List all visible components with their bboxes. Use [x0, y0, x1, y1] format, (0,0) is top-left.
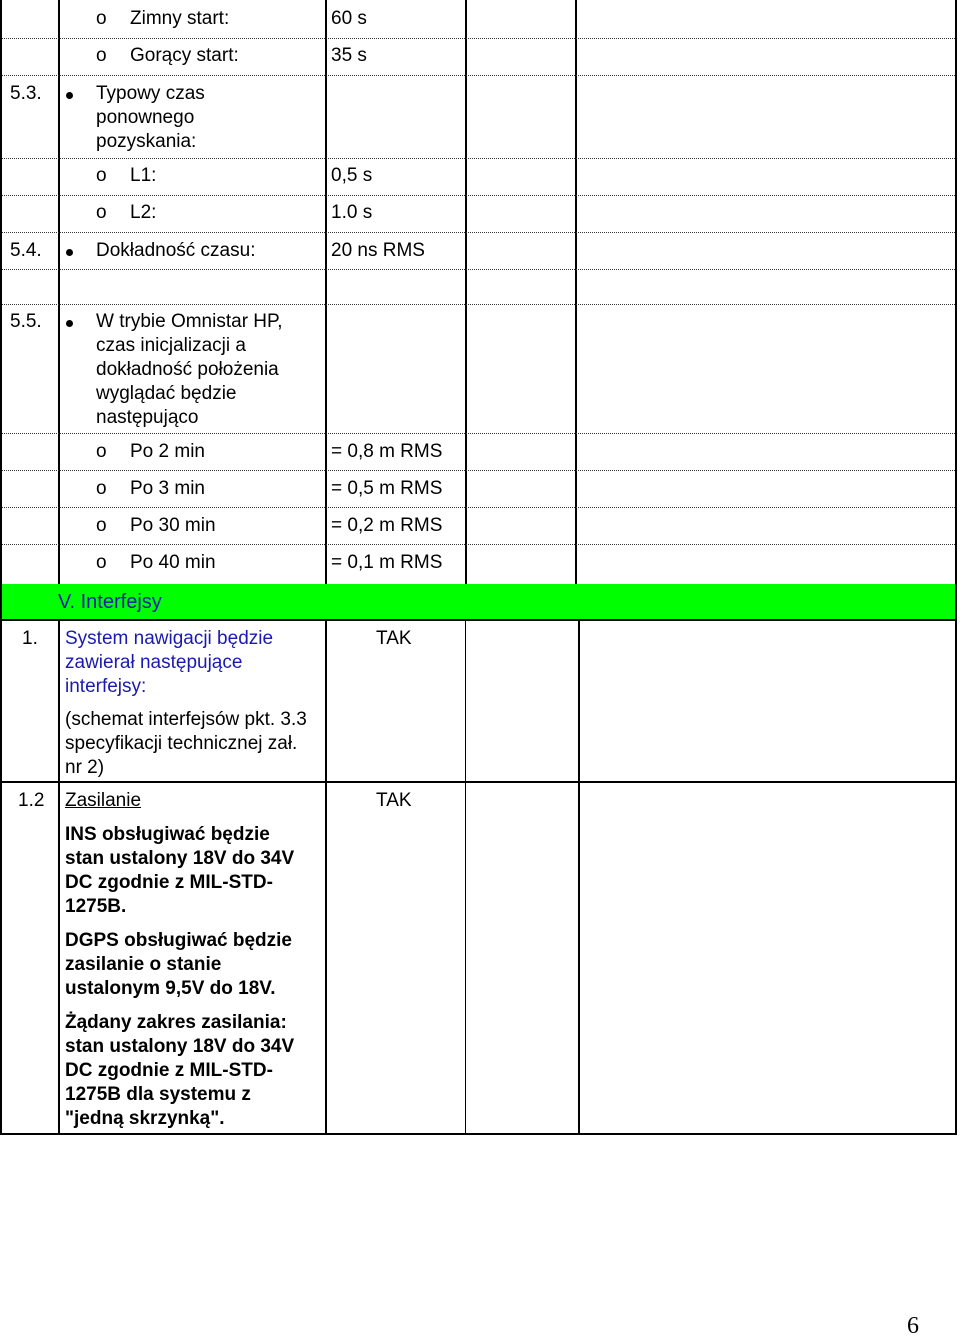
list-marker: o	[96, 552, 107, 573]
requirement-note: (schemat interfejsów pkt. 3.3	[65, 709, 307, 730]
section-title-line: dokładność położenia	[96, 359, 279, 380]
spec-label: Gorący start:	[130, 45, 239, 66]
list-marker: o	[96, 478, 107, 499]
spec-label: Po 30 min	[130, 515, 216, 536]
row-separator	[2, 38, 955, 39]
section-title-line: czas inicjalizacji a	[96, 335, 246, 356]
section-title-line: W trybie Omnistar HP,	[96, 311, 283, 332]
table-divider-1	[58, 0, 60, 584]
requirement-line: 1275B dla systemu z	[65, 1084, 251, 1105]
requirement-note: nr 2)	[65, 757, 105, 778]
section-title: Dokładność czasu:	[96, 240, 256, 261]
bullet-icon	[66, 249, 73, 256]
section-title-line: pozyskania:	[96, 131, 197, 152]
lower-divider-1	[58, 620, 60, 1135]
spec-value: = 0,5 m RMS	[331, 478, 443, 499]
spec-value: 1.0 s	[331, 202, 373, 223]
list-marker: o	[96, 165, 107, 186]
requirement-line: INS obsługiwać będzie	[65, 824, 270, 845]
list-marker: o	[96, 515, 107, 536]
spec-label: L1:	[130, 165, 157, 186]
spec-value: = 0,1 m RMS	[331, 552, 443, 573]
row-separator	[2, 470, 955, 471]
row-separator	[2, 433, 955, 434]
section-title-line: następująco	[96, 407, 199, 428]
requirement-line: Żądany zakres zasilania:	[65, 1012, 287, 1033]
table-rule	[0, 1133, 957, 1135]
requirement-line: interfejsy:	[65, 676, 147, 697]
list-marker: o	[96, 441, 107, 462]
row-number: 1.2	[18, 790, 45, 811]
lower-divider-2	[325, 620, 327, 1135]
section-header-title: V. Interfejsy	[58, 591, 162, 613]
spec-value: 60 s	[331, 8, 367, 29]
requirement-line: DC zgodnie z MIL-STD-	[65, 872, 273, 893]
section-title-line: ponownego	[96, 107, 195, 128]
spec-label: Po 2 min	[130, 441, 205, 462]
spec-value: = 0,2 m RMS	[331, 515, 443, 536]
spec-label: Po 40 min	[130, 552, 216, 573]
section-title-line: Typowy czas	[96, 83, 205, 104]
bullet-icon	[66, 92, 73, 99]
requirement-line: 1275B.	[65, 896, 127, 917]
list-marker: o	[96, 45, 107, 66]
answer-value: TAK	[376, 790, 412, 811]
requirement-title: Zasilanie	[65, 790, 142, 811]
table-border-right	[955, 0, 957, 1135]
requirement-line: "jedną skrzynką".	[65, 1108, 225, 1129]
table-divider-4	[575, 0, 577, 584]
row-separator	[2, 507, 955, 508]
requirement-line: stan ustalony 18V do 34V	[65, 1036, 295, 1057]
row-separator	[2, 75, 955, 76]
spec-value: = 0,8 m RMS	[331, 441, 443, 462]
requirement-line: stan ustalony 18V do 34V	[65, 848, 295, 869]
table-divider-3	[465, 0, 467, 584]
requirement-note: specyfikacji technicznej zał.	[65, 733, 298, 754]
requirement-line: DGPS obsługiwać będzie	[65, 930, 292, 951]
page-number: 6	[907, 1313, 919, 1339]
table-rule	[0, 781, 957, 783]
lower-divider-4	[578, 620, 580, 1135]
bullet-icon	[66, 320, 73, 327]
list-marker: o	[96, 8, 107, 29]
table-border-left	[0, 0, 2, 1135]
section-number: 5.3.	[10, 83, 42, 104]
table-rule	[0, 619, 957, 621]
row-separator	[2, 195, 955, 196]
row-separator	[2, 304, 955, 305]
table-divider-2	[325, 0, 327, 584]
requirement-line: zasilanie o stanie	[65, 954, 222, 975]
row-separator	[2, 269, 955, 270]
lower-divider-3	[465, 620, 466, 1135]
spec-value: 20 ns RMS	[331, 240, 425, 261]
requirement-line: zawierał następujące	[65, 652, 243, 673]
spec-label: L2:	[130, 202, 157, 223]
spec-value: 0,5 s	[331, 165, 373, 186]
spec-value: 35 s	[331, 45, 367, 66]
row-number: 1.	[22, 628, 38, 649]
row-separator	[2, 544, 955, 545]
requirement-line: ustalonym 9,5V do 18V.	[65, 978, 276, 999]
section-number: 5.5.	[10, 311, 42, 332]
section-number: 5.4.	[10, 240, 42, 261]
requirement-line: DC zgodnie z MIL-STD-	[65, 1060, 273, 1081]
answer-value: TAK	[376, 628, 412, 649]
row-separator	[2, 158, 955, 159]
spec-label: Po 3 min	[130, 478, 205, 499]
list-marker: o	[96, 202, 107, 223]
section-title-line: wyglądać będzie	[96, 383, 237, 404]
spec-label: Zimny start:	[130, 8, 230, 29]
row-separator	[2, 232, 955, 233]
requirement-line: System nawigacji będzie	[65, 628, 274, 649]
